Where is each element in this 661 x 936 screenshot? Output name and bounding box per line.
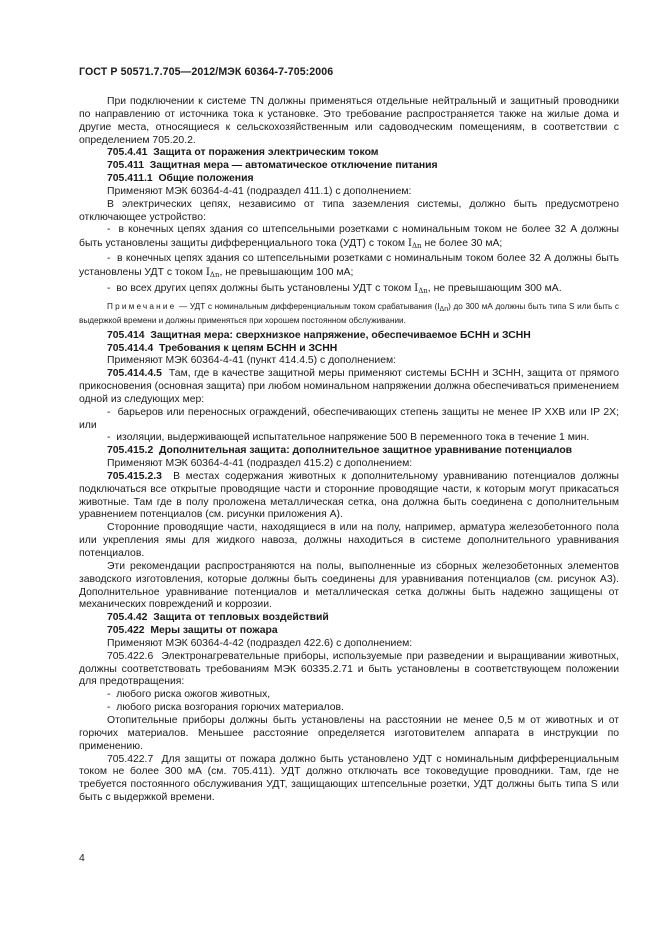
delta-current-symbol <box>408 237 422 249</box>
clause-number: 705.422.7 <box>107 753 154 765</box>
note-text: ) до 300 мА должны быть типа S или быть с выдержкой времени и должны применяться при хорошем постоянном обслуживании. <box>79 301 619 325</box>
dash-marker: - <box>107 689 111 701</box>
paragraph: Применяют МЭК 60364-4-41 (пункт 414.4.5) с дополнением: <box>107 355 397 367</box>
list-item <box>79 432 619 445</box>
paragraph: Эти рекомендации распространяются на полы, выполненные из сборных железобетонных элементов заводского изготовления, которые должны быть соединены для уравнивания потенциалов (см. рисунок А3). Дополнительное уравнивание потенциалов и металлическая сетка должны быть надежно защищены от механических повреждений и коррозии. <box>79 560 619 611</box>
dash-marker: - <box>107 282 111 294</box>
section-title: Защитная мера — автоматическое отключение питания <box>149 160 438 172</box>
list-item-text: барьеров или переносных ограждений, обеспечивающих степень защиты не менее IP XXB или IP 2X; или <box>79 406 619 431</box>
list-item <box>79 224 619 253</box>
list-item-text: в конечных цепях здания со штепсельными розетками с номинальным током более 32 А должны быть установлены УДТ с током <box>79 253 619 278</box>
section-title: Дополнительная защита: дополнительное защитное уравнивание потенциалов <box>159 445 573 457</box>
dash-marker: - <box>107 702 111 714</box>
section-heading-705-414 <box>79 330 619 343</box>
section-heading-705-414-4 <box>79 343 619 356</box>
dash-marker: - <box>107 406 111 418</box>
clause-705-422-6 <box>79 651 619 690</box>
section-number: 705.4.42 <box>107 612 148 624</box>
page-number: 4 <box>79 853 85 864</box>
clause-text: Для защиты от пожара должно быть установлено УДТ с номинальным дифференциальным током не более 300 мА (см. 705.411). УДТ должно отключать все токоведущие проводники. Там, где не требуется постоянного обслуживания УДТ, защищающих штепсельные розетки, УДТ должны быть типа S или быть с выдержкой времени. <box>79 753 619 804</box>
paragraph: В электрических цепях, независимо от типа заземления системы, должно быть предусмотрено отключающее устройство: <box>79 198 619 223</box>
list-item-text: , не превышающим 100 мА; <box>219 266 354 278</box>
section-title: Защита от поражения электрическим током <box>153 147 379 159</box>
section-heading-705-411-1 <box>79 173 619 186</box>
section-title: Защита от тепловых воздействий <box>153 612 329 624</box>
dash-marker: - <box>107 224 111 236</box>
section-heading-705-411 <box>79 160 619 173</box>
paragraph: Сторонние проводящие части, находящиеся в или на полу, например, арматура железобетонного пола или укрепления ямы для жидкого навоза, должны находиться в системе дополнительного уравнивания потенциалов. <box>79 522 619 559</box>
note-text: — УДТ с номинальным дифференциальным током срабатывания (I <box>179 301 440 311</box>
section-heading-705-4-42 <box>79 612 619 625</box>
clause-number: 705.415.2.3 <box>107 470 162 482</box>
clause-text: Там, где в качестве защитной меры применяют системы БСНН и ЗСНН, защита от прямого прикосновения (основная защита) при любом номинальном напряжении должна обеспечиваться применением одной из следующих мер: <box>79 368 619 405</box>
document-body <box>79 96 619 805</box>
list-item <box>79 407 619 433</box>
document-header: ГОСТ Р 50571.7.705—2012/МЭК 60364-7-705:2006 <box>79 66 334 78</box>
delta-current-letter: I <box>414 281 419 294</box>
section-number: 705.411.1 <box>107 173 153 185</box>
clause-705-422-7 <box>79 754 619 805</box>
section-heading-705-415-2 <box>79 445 619 458</box>
section-title: Общие положения <box>158 173 254 185</box>
intro-paragraph: При подключении к системе TN должны применяться отдельные нейтральный и защитный проводники по направлению от источника тока к установке. Это требование распространяется также на жилые дома и другие места, относящиеся к сельскохозяйственным или садоводческим помещениям, в соответствии с определением 705.20.2. <box>79 96 619 146</box>
paragraph: Применяют МЭК 60364-4-42 (подраздел 422.6) с дополнением: <box>107 637 413 649</box>
paragraph: Отопительные приборы должны быть установлены на расстоянии не менее 0,5 м от животных и от горючих материалов. Меньшее расстояние определяется изготовителем аппарата в инструкции по применению. <box>79 714 619 752</box>
delta-current-letter: I <box>407 237 412 250</box>
clause-number: 705.414.4.5 <box>107 368 162 380</box>
section-number: 705.411 <box>107 160 144 172</box>
section-number: 705.4.41 <box>107 147 148 159</box>
clause-705-415-2-3 <box>79 471 619 522</box>
list-item-text: любого риска ожогов животных, <box>116 689 271 701</box>
dash-marker: - <box>107 432 111 444</box>
list-item-text: не более 30 мА; <box>424 238 503 250</box>
section-number: 705.414 <box>107 329 145 341</box>
section-number: 705.415.2 <box>107 445 154 457</box>
paragraph: Применяют МЭК 60364-4-41 (подраздел 415.2) с дополнением: <box>107 458 413 470</box>
list-item-text: во всех других цепях должны быть установлены УДТ с током <box>116 282 412 294</box>
delta-current-subscript: Δn <box>412 242 422 251</box>
clause-number: 705.422.6 <box>107 650 154 662</box>
section-title: Защитная мера: сверхнизкое напряжение, обеспечиваемое БСНН и ЗСНН <box>150 329 531 341</box>
list-item <box>79 702 619 715</box>
list-item-text: в конечных цепях здания со штепсельными розетками с номинальным током не более 32 А должны быть установлены защиты дифференциального тока (УДТ) с током <box>79 224 619 250</box>
list-item <box>79 282 619 298</box>
list-item-text: изоляции, выдерживающей испытательное напряжение 500 В переменного тока в течение 1 мин. <box>116 432 590 444</box>
clause-text: Электронагревательные приборы, используемые при разведении и выращивании животных, должны соответствовать требованиям МЭК 60335.2.71 и быть установлены в соответствующем положении для предотвращения: <box>79 650 620 688</box>
list-item-text: любого риска возгорания горючих материалов. <box>116 702 344 714</box>
delta-current-letter: I <box>205 265 210 278</box>
section-title: Меры защиты от пожара <box>150 625 278 637</box>
delta-current-subscript: Δn <box>209 270 220 279</box>
section-heading-705-4-41 <box>79 147 619 160</box>
delta-current-symbol <box>414 282 428 294</box>
section-heading-705-422 <box>79 625 619 638</box>
note-label: Примечание <box>107 301 177 311</box>
note <box>79 301 619 326</box>
section-number: 705.422 <box>107 625 145 637</box>
list-item <box>79 689 619 702</box>
list-item <box>79 253 619 282</box>
dash-marker: - <box>107 253 111 265</box>
delta-current-subscript: Δn <box>418 286 428 295</box>
note-subscript: Δn <box>439 305 449 313</box>
section-number: 705.414.4 <box>107 342 154 354</box>
delta-current-symbol <box>206 266 220 278</box>
section-title: Требования к цепям БСНН и ЗСНН <box>159 342 338 354</box>
clause-705-414-4-5 <box>79 368 619 407</box>
list-item-text: , не превышающим 300 мА. <box>427 282 562 294</box>
clause-text: В местах содержания животных к дополнительному уравниванию потенциалов должны подключаться все открытые проводящие части и сторонние проводящие части, к которым могут прикасаться животные. Там где в полу проложена металлическая сетка, она должна быть соединена с дополнительным уравнением потенциалов (см. рисунки приложения А). <box>79 470 619 521</box>
paragraph: Применяют МЭК 60364-4-41 (подраздел 411.1) с дополнением: <box>107 185 412 197</box>
